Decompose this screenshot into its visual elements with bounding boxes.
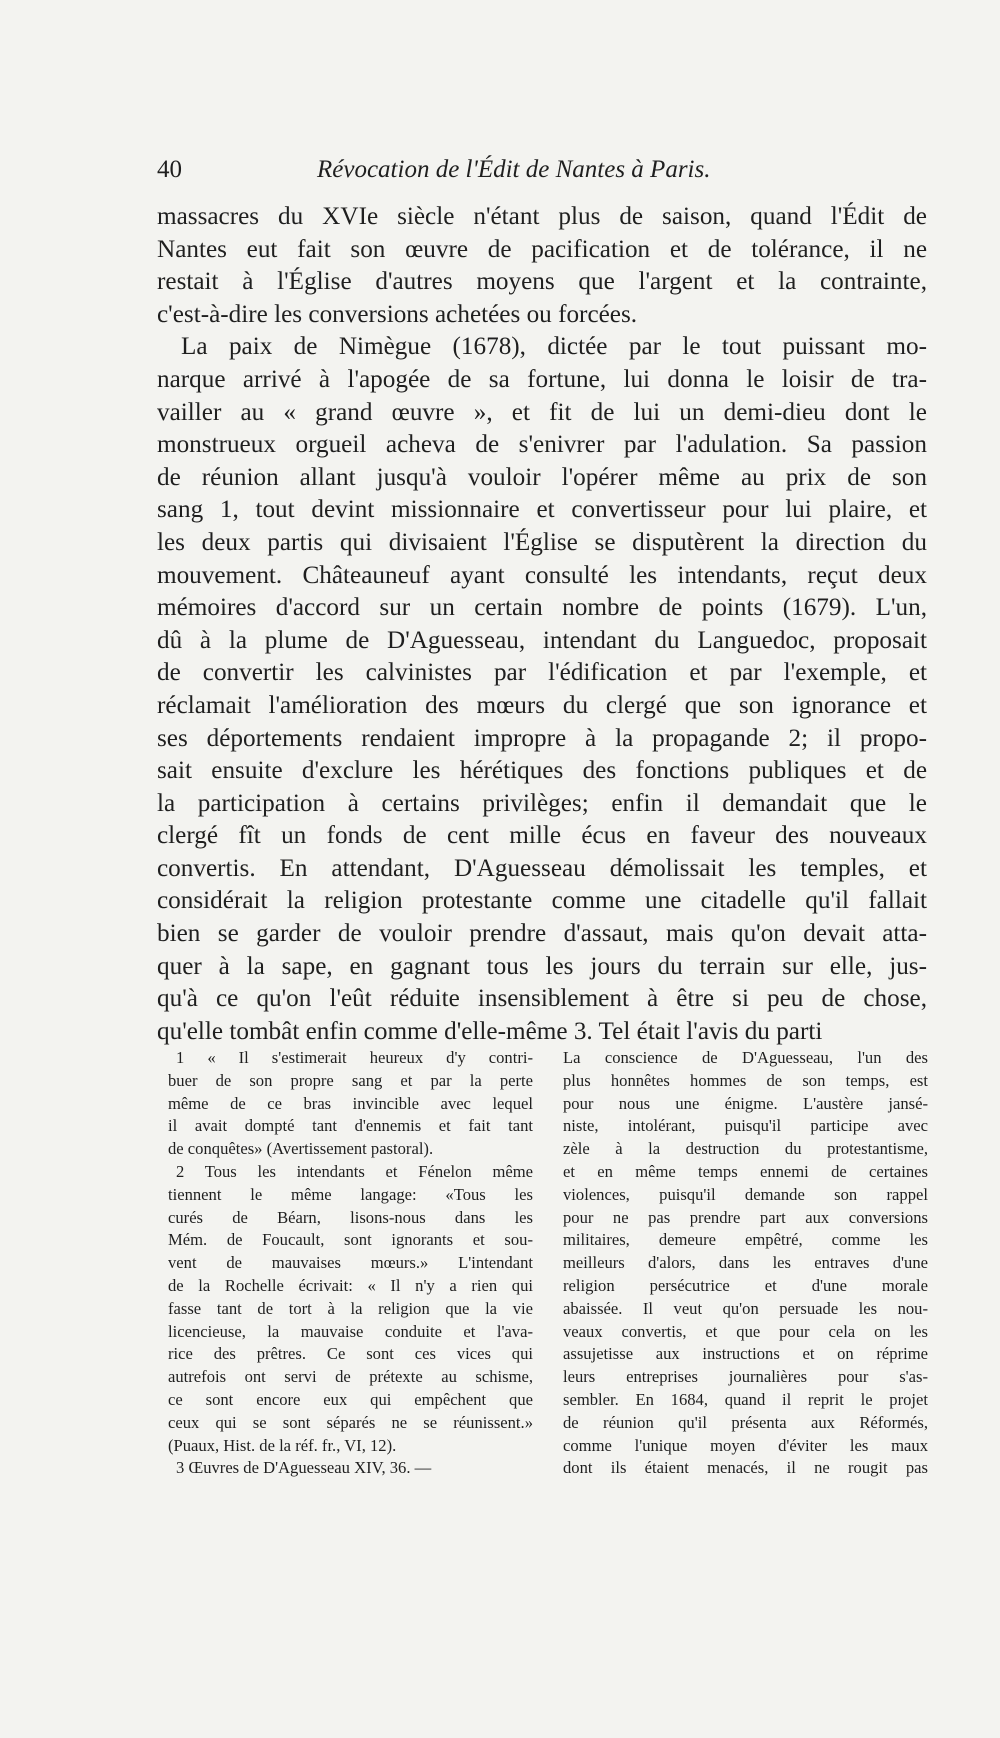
footnote-line: 2 Tous les intendants et Fénelon même: [176, 1161, 533, 1181]
text-line: qu'elle tombât enfin comme d'elle-même 3. Tel était l'avis du parti: [157, 1017, 823, 1045]
footnotes-left-column: [168, 1047, 533, 1480]
text-line: réclamait l'amélioration des mœurs du clergé que son ignorance et: [157, 691, 927, 719]
footnote-line: rice des prêtres. Ce sont ces vices qui: [168, 1344, 533, 1364]
footnote-line: licencieuse, la mauvaise conduite et l'ava-: [168, 1321, 533, 1341]
footnote-line: 1 « Il s'estimerait heureux d'y contri-: [176, 1048, 533, 1067]
footnote-line: sembler. En 1684, quand il reprit le projet: [563, 1389, 928, 1409]
footnote-line: de la Rochelle écrivait: « Il n'y a rien qui: [168, 1275, 533, 1295]
footnote-line: tiennent le même langage: «Tous les: [168, 1184, 533, 1204]
footnotes-right-column: [563, 1047, 928, 1480]
text-line: sang 1, tout devint missionnaire et convertisseur pour lui plaire, et: [157, 496, 927, 524]
footnote-line: leurs entreprises journalières pour s'as-: [563, 1367, 928, 1387]
footnote-line: dont ils étaient menacés, il ne rougit pas: [563, 1458, 928, 1478]
text-line: la participation à certains privilèges; enfin il demandait que le: [157, 789, 927, 817]
text-line: de réunion allant jusqu'à vouloir l'opérer même au prix de son: [157, 463, 927, 491]
footnote-line: ce sont encore eux qui empêchent que: [168, 1389, 533, 1409]
text-line: c'est-à-dire les conversions achetées ou forcées.: [157, 300, 638, 328]
footnote-line: pour nous une énigme. L'austère jansé-: [563, 1093, 928, 1113]
text-line: monstrueux orgueil acheva de s'enivrer par l'adulation. Sa passion: [157, 431, 927, 459]
text-line: ses déportements rendaient impropre à la propagande 2; il propo-: [157, 724, 927, 752]
running-title: Révocation de l'Édit de Nantes à Paris.: [317, 156, 711, 183]
footnote-line: Mém. de Foucault, sont ignorants et sou-: [168, 1230, 533, 1250]
text-line: La paix de Nimègue (1678), dictée par le tout puissant mo-: [181, 333, 927, 361]
footnote-line: autrefois ont servi de prétexte au schisme,: [168, 1367, 533, 1387]
text-line: quer à la sape, en gagnant tous les jours du terrain sur elle, jus-: [157, 952, 927, 980]
footnote-line: 3 Œuvres de D'Aguesseau XIV, 36. —: [176, 1458, 432, 1478]
footnote-line: ceux qui se sont séparés ne se réunissent.»: [168, 1412, 533, 1432]
text-line: narque arrivé à l'apogée de sa fortune, lui donna le loisir de tra-: [157, 365, 927, 393]
text-line: considérait la religion protestante comme une citadelle qu'il fallait: [157, 887, 927, 915]
footnote-line: de réunion qu'il présenta aux Réformés,: [563, 1412, 928, 1432]
text-line: Nantes eut fait son œuvre de pacification et de tolérance, il ne: [157, 235, 927, 263]
text-line: convertis. En attendant, D'Aguesseau démolissait les temples, et: [157, 854, 927, 882]
text-line: massacres du XVIe siècle n'étant plus de saison, quand l'Édit de: [157, 203, 927, 230]
footnote-line: niste, intolérant, puisqu'il participe avec: [563, 1116, 928, 1136]
footnote-line: militaires, demeure empêtré, comme les: [563, 1230, 928, 1250]
text-line: dû à la plume de D'Aguesseau, intendant du Languedoc, proposait: [157, 626, 927, 654]
footnote-line: vent de mauvaises mœurs.» L'intendant: [168, 1253, 533, 1273]
text-line: restait à l'Église d'autres moyens que l'argent et la contrainte,: [157, 268, 927, 296]
main-text: [157, 201, 927, 1048]
footnote-line: il avait dompté tant d'ennemis et fait tant: [168, 1116, 533, 1136]
footnote-line: buer de son propre sang et par la perte: [168, 1070, 533, 1090]
footnote-line: même de ce bras invincible avec lequel: [168, 1093, 533, 1113]
footnote-line: comme l'unique moyen d'éviter les maux: [563, 1435, 928, 1455]
footnote-line: zèle à la destruction du protestantisme,: [563, 1139, 928, 1159]
footnote-line: assujetisse aux instructions et on réprime: [563, 1344, 928, 1364]
footnote-line: pour ne pas prendre part aux conversions: [563, 1207, 928, 1227]
text-line: sait ensuite d'exclure les hérétiques des fonctions publiques et de: [157, 757, 927, 785]
footnote-line: de conquêtes» (Avertissement pastoral).: [168, 1139, 434, 1159]
text-line: bien se garder de vouloir prendre d'assaut, mais qu'on devait atta-: [157, 920, 927, 948]
footnote-line: meilleurs d'alors, dans les entraves d'une: [563, 1253, 928, 1273]
text-line: clergé fît un fonds de cent mille écus en faveur des nouveaux: [157, 822, 927, 850]
footnote-line: veaux convertis, et que pour cela on les: [563, 1321, 928, 1341]
text-line: qu'à ce qu'on l'eût réduite insensiblement à être si peu de chose,: [157, 985, 927, 1013]
text-line: mouvement. Châteauneuf ayant consulté les intendants, reçut deux: [157, 561, 927, 589]
footnote-line: (Puaux, Hist. de la réf. fr., VI, 12).: [168, 1435, 397, 1455]
footnote-line: curés de Béarn, lisons-nous dans les: [168, 1207, 533, 1227]
footnote-line: et en même temps ennemi de certaines: [563, 1161, 928, 1181]
text-line: les deux partis qui divisaient l'Église se disputèrent la direction du: [157, 528, 927, 556]
text-line: de convertir les calvinistes par l'édification et par l'exemple, et: [157, 659, 927, 687]
footnote-line: religion persécutrice et d'une morale: [563, 1275, 928, 1295]
text-line: mémoires d'accord sur un certain nombre de points (1679). L'un,: [157, 594, 927, 622]
footnote-line: La conscience de D'Aguesseau, l'un des: [563, 1048, 928, 1067]
footnote-line: fasse tant de tort à la religion que la vie: [168, 1298, 533, 1318]
running-header: [157, 156, 773, 192]
page-number: 40: [157, 156, 182, 183]
footnote-line: violences, puisqu'il demande son rappel: [563, 1184, 928, 1204]
text-line: vailler au « grand œuvre », et fit de lui un demi-dieu dont le: [157, 398, 927, 426]
footnote-line: abaissée. Il veut qu'on persuade les nou-: [563, 1298, 928, 1318]
footnote-line: plus honnêtes hommes de son temps, est: [563, 1070, 928, 1090]
